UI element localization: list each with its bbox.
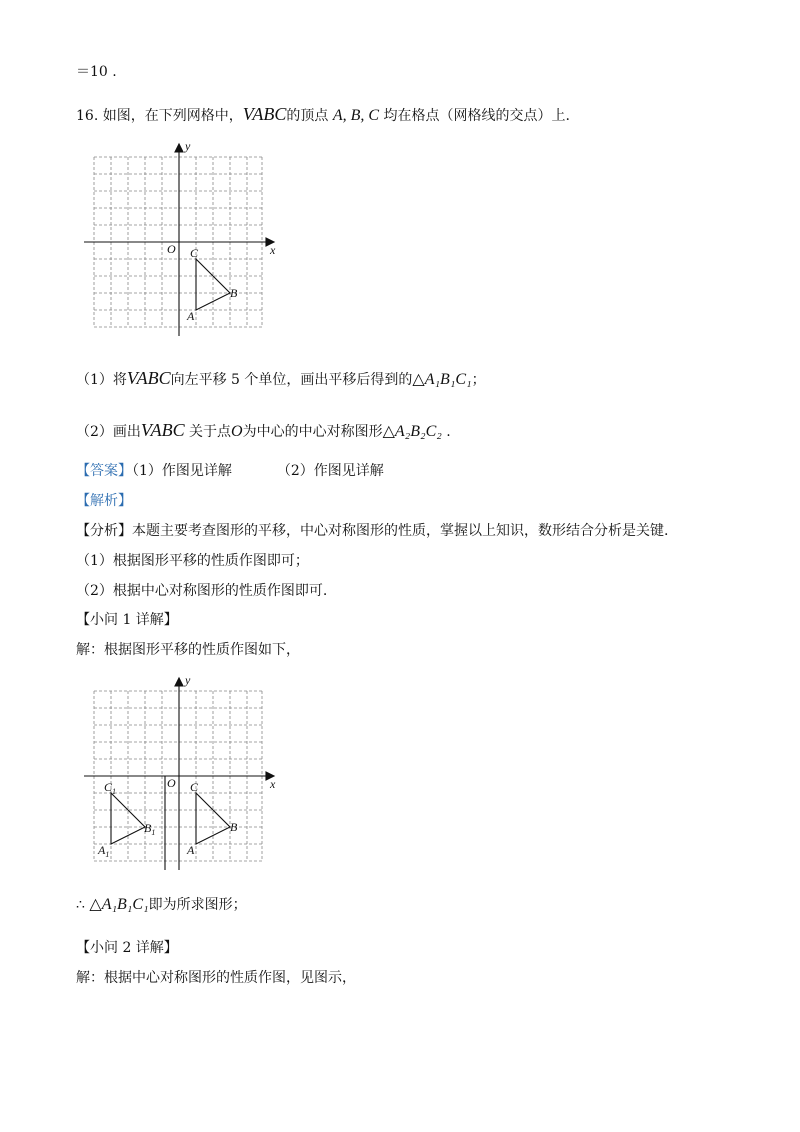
detail-1-conclusion — [76, 894, 247, 915]
point-c-label: C — [190, 780, 199, 794]
analysis-tag — [76, 491, 132, 511]
part1-end: ； — [471, 372, 486, 388]
part-1 — [76, 368, 486, 390]
x-axis-label: x — [270, 243, 276, 257]
answer-line — [76, 461, 384, 481]
part1-text: 向左平移 5 个单位，画出平移后得到的 — [170, 372, 413, 388]
point-b-label: B — [230, 286, 238, 300]
question-text-b: 的顶点 — [286, 108, 329, 124]
x-axis-label: x — [270, 777, 276, 791]
vertices-label: A, B, C — [332, 107, 380, 124]
part2-text-a: 关于点 — [189, 424, 232, 440]
triangle-symbol: △ — [412, 369, 425, 388]
triangle-symbol: △ — [382, 421, 395, 440]
analysis-body: 【分析】本题主要考查图形的平移，中心对称图形的性质，掌握以上知识，数形结合分析是关键. — [76, 523, 669, 539]
detail2-solution-text: 解：根据中心对称图形的性质作图，见图示， — [76, 970, 356, 986]
detail-2-tag — [76, 938, 178, 958]
analysis-tag-text: 【解析】 — [76, 493, 132, 509]
triangle-symbol: △ — [89, 894, 102, 913]
grid-figure-1 — [84, 140, 280, 336]
y-axis-label: y — [185, 140, 191, 153]
detail1-solution-text: 解：根据图形平移的性质作图如下， — [76, 642, 300, 658]
therefore-symbol: ∴ — [76, 897, 85, 913]
point-c1-label: $C_1$ — [104, 780, 117, 796]
part2-text-b: 为中心的中心对称图形 — [242, 424, 383, 440]
part1-number: （1）将 — [76, 372, 127, 388]
analysis-p2 — [76, 581, 327, 601]
triangle-abc: VABC — [242, 104, 287, 124]
detail1-conclusion-text: 即为所求图形； — [148, 897, 247, 913]
part1-result-triangle: A₁B₁C₁ — [424, 371, 472, 388]
detail-1-solution — [76, 640, 300, 660]
part2-result-triangle: A₂B₂C₂ — [394, 423, 442, 440]
analysis-point-1: （1）根据图形平移的性质作图即可； — [76, 553, 309, 569]
question-number: 16. — [76, 108, 99, 124]
point-a-label: A — [187, 309, 195, 323]
part-2 — [76, 420, 451, 442]
y-axis-label: y — [185, 674, 191, 687]
detail-2-solution — [76, 968, 356, 988]
point-a-label: A — [187, 843, 195, 857]
detail1-tag-text: 【小问 1 详解】 — [76, 612, 178, 628]
point-b1-label: $B_1$ — [144, 821, 156, 837]
part2-number: （2）画出 — [76, 424, 141, 440]
part2-triangle: VABC — [140, 420, 185, 440]
point-a1-label: $A_1$ — [98, 843, 110, 859]
analysis-point-2: （2）根据中心对称图形的性质作图即可. — [76, 583, 328, 599]
point-b-label: B — [230, 820, 238, 834]
result-value: ＝10 . — [76, 64, 117, 80]
analysis-text — [76, 521, 668, 541]
part2-end: . — [446, 424, 451, 440]
answer-2: （2）作图见详解 — [276, 463, 384, 479]
detail2-tag-text: 【小问 2 详解】 — [76, 940, 178, 956]
answer-tag: 【答案】 — [76, 463, 132, 479]
point-o: O — [231, 423, 243, 440]
question-16 — [76, 104, 570, 126]
question-text-c: 均在格点（网格线的交点）上. — [383, 108, 570, 124]
grid-figure-2 — [84, 674, 280, 870]
detail1-triangle: A₁B₁C₁ — [101, 896, 149, 913]
detail-1-tag — [76, 610, 178, 630]
origin-label: O — [167, 776, 176, 790]
analysis-p1 — [76, 551, 309, 571]
question-text-a: 如图，在下列网格中， — [102, 108, 243, 124]
point-c-label: C — [190, 246, 199, 260]
part1-triangle: VABC — [126, 368, 171, 388]
answer-1: （1）作图见详解 — [132, 463, 232, 479]
result-line — [76, 62, 117, 82]
origin-label: O — [167, 242, 176, 256]
